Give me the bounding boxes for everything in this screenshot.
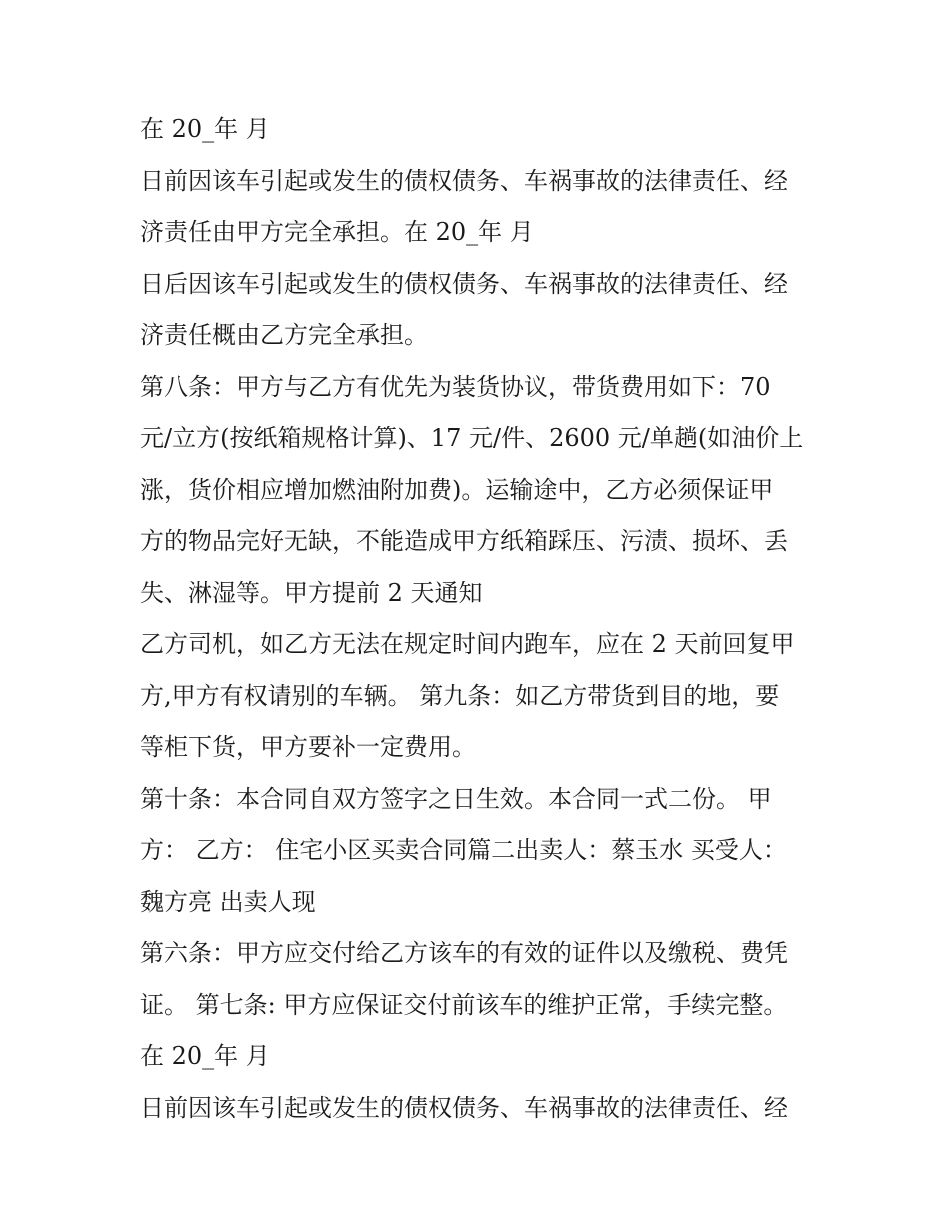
text-line: 涨，货价相应增加燃油附加费)。运输途中，乙方必须保证甲 (140, 475, 774, 504)
text-line: 证。 第七条: 甲方应保证交付前该车的维护正常，手续完整。 (140, 990, 788, 1019)
text-line: 济责任概由乙方完全承担。 (140, 321, 428, 349)
text-line: 魏方亮 出卖人现 (140, 887, 316, 916)
text-line: 等柜下货，甲方要补一定费用。 (140, 733, 476, 761)
text-line: 方： 乙方： 住宅小区买卖合同篇二出卖人：蔡玉水 买受人： (140, 836, 787, 864)
text-line: 乙方司机，如乙方无法在规定时间内跑车，应在 2 天前回复甲 (140, 630, 795, 658)
document-body (140, 104, 820, 1134)
text-line: 济责任由甲方完全承担。在 20_年 月 (140, 218, 534, 246)
text-line: 方的物品完好无缺，不能造成甲方纸箱踩压、污渍、损坏、丢 (140, 527, 788, 555)
text-line: 日后因该车引起或发生的债权债务、车祸事故的法律责任、经 (140, 269, 788, 298)
text-line: 第十条：本合同自双方签字之日生效。本合同一式二份。 甲 (140, 784, 772, 813)
text-line: 方,甲方有权请别的车辆。 第九条：如乙方带货到目的地，要 (140, 681, 780, 710)
text-line: 第六条：甲方应交付给乙方该车的有效的证件以及缴税、费凭 (140, 939, 788, 967)
text-line: 在 20_年 月 (140, 1042, 270, 1070)
text-line: 日前因该车引起或发生的债权债务、车祸事故的法律责任、经 (140, 166, 788, 195)
text-line: 失、淋湿等。甲方提前 2 天通知 (140, 578, 483, 607)
text-line: 第八条：甲方与乙方有优先为装货协议，带货费用如下：70 (140, 372, 771, 401)
text-line: 元/立方(按纸箱规格计算)、17 元/件、2600 元/单趟(如油价上 (140, 424, 804, 452)
text-line: 在 20_年 月 (140, 115, 270, 143)
text-line: 日前因该车引起或发生的债权债务、车祸事故的法律责任、经 (140, 1093, 788, 1122)
